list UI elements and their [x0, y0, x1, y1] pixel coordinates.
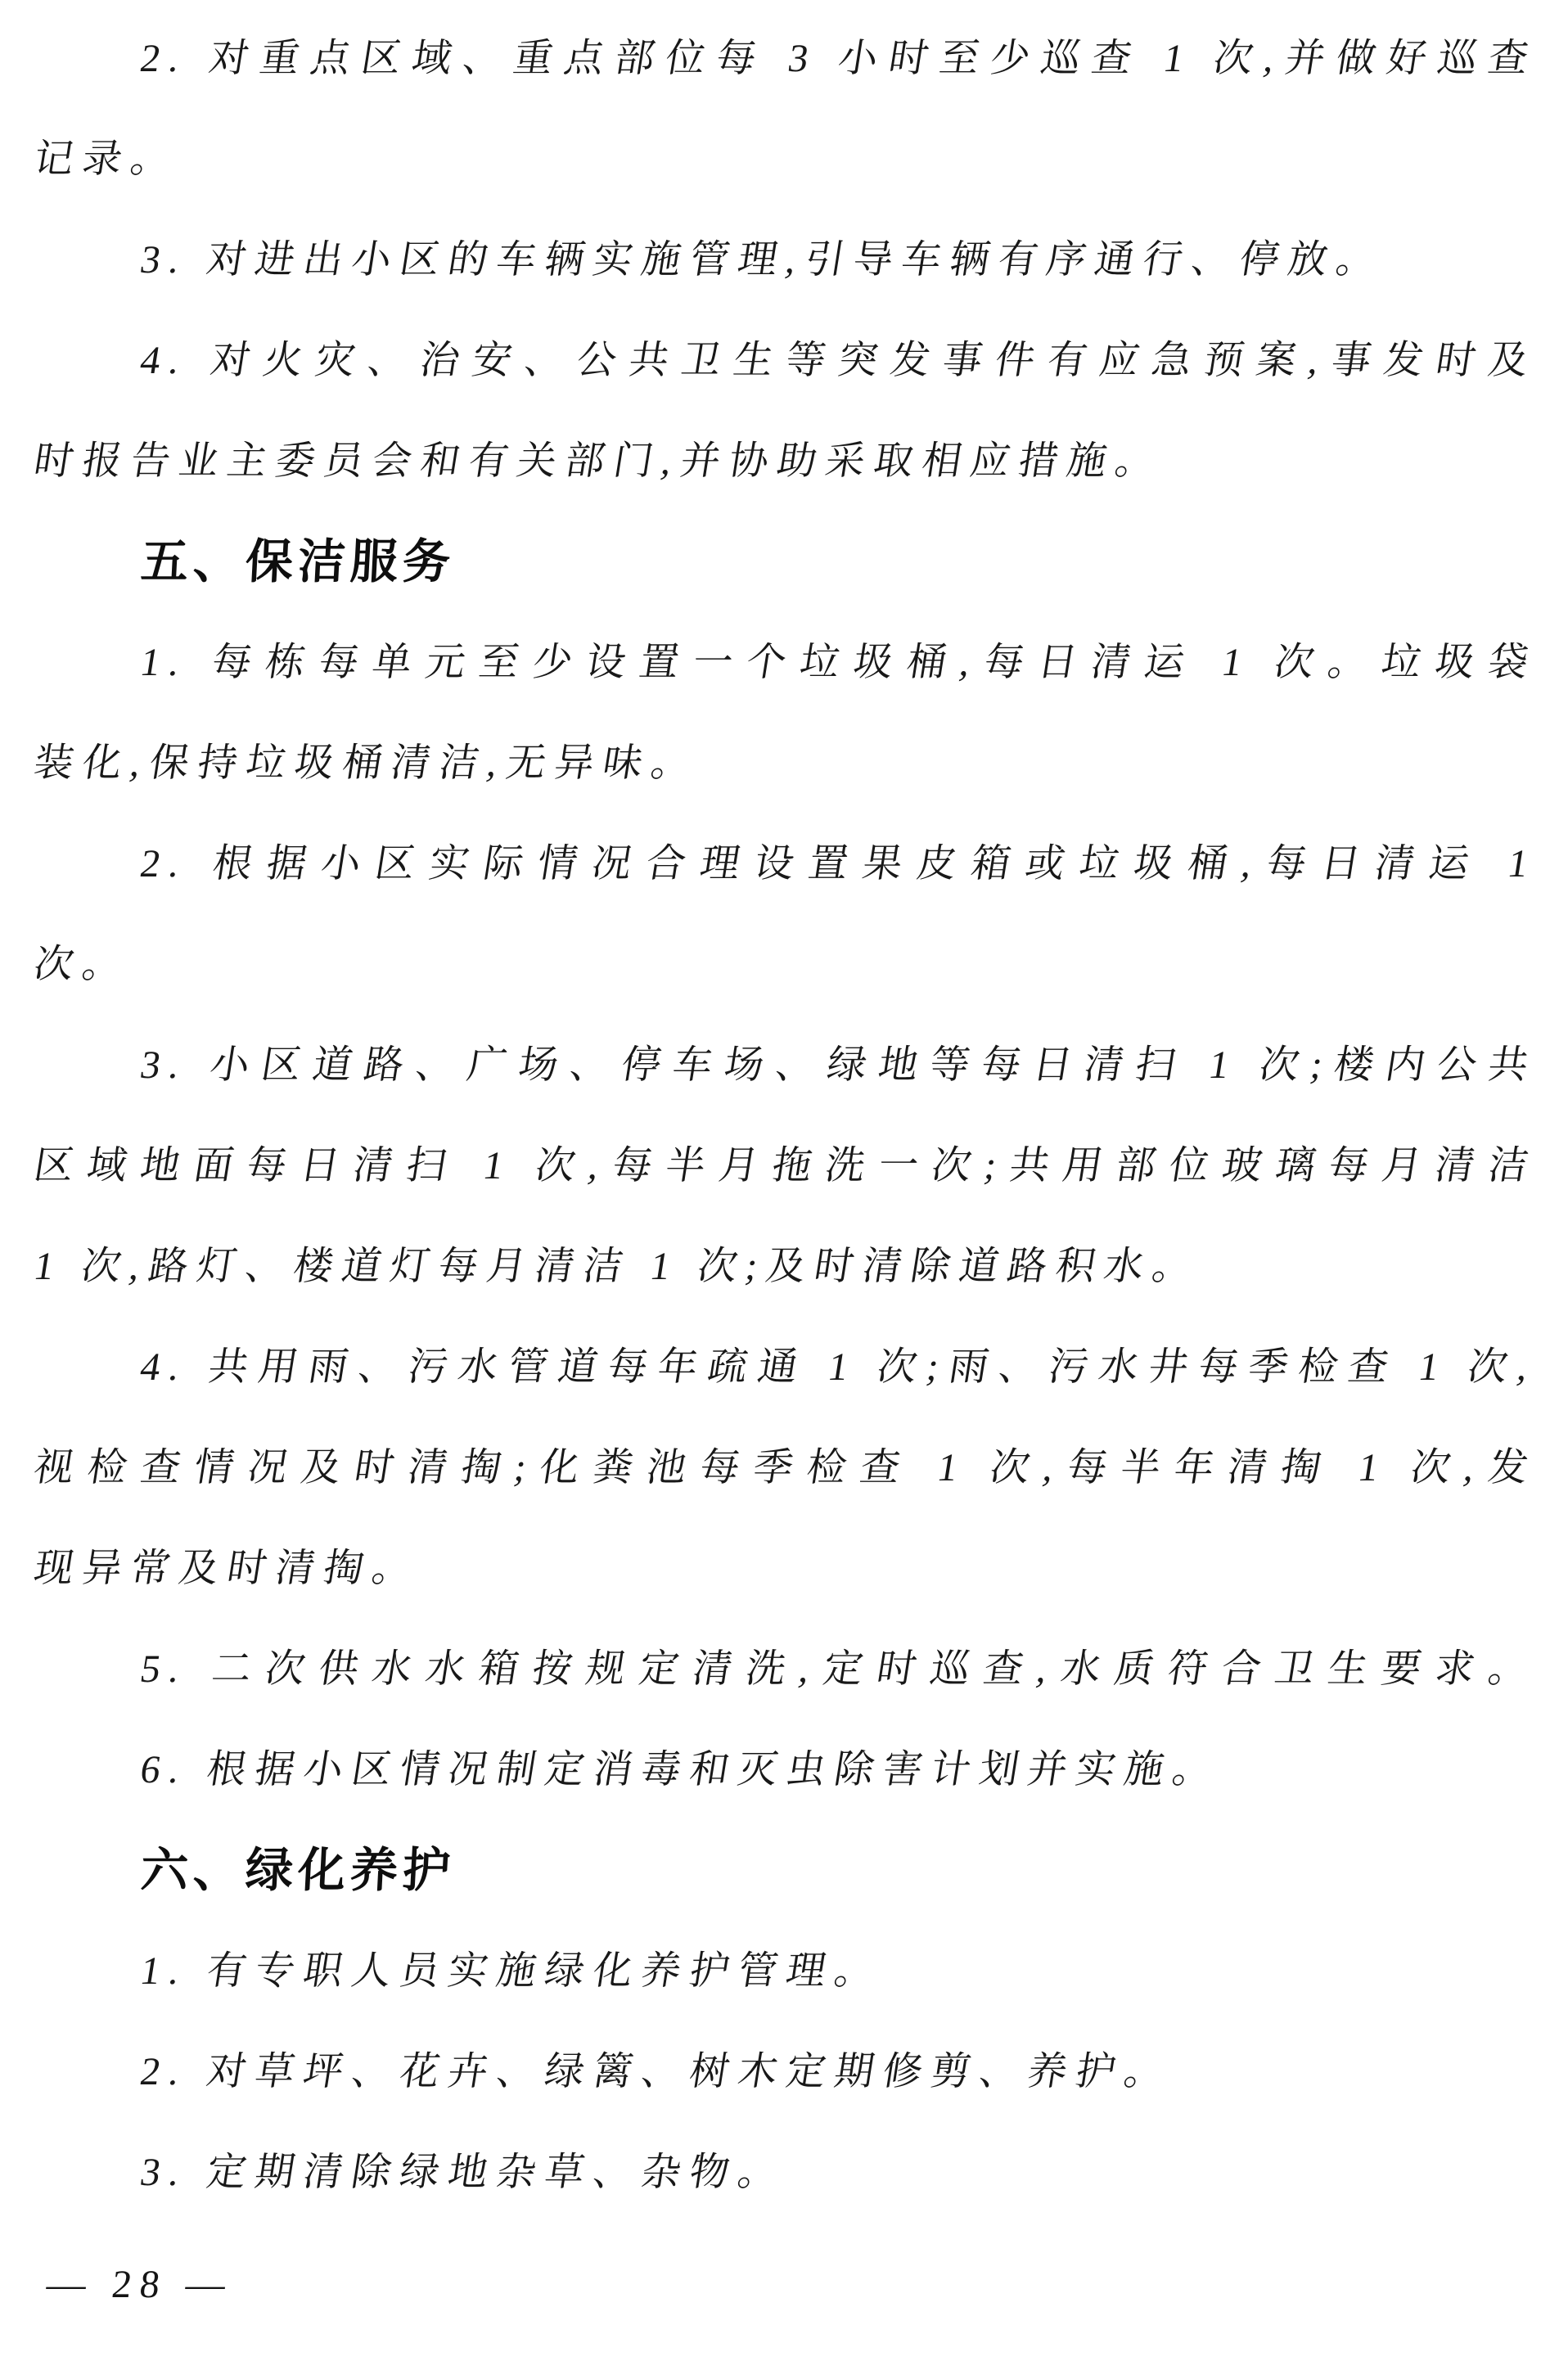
text-line: 4. 对火灾、治安、公共卫生等突发事件有应急预案,事发时及: [137, 339, 1541, 382]
section-heading: 六、绿化养护: [139, 1844, 457, 1897]
text-line: 3. 小区道路、广场、停车场、绿地等每日清扫 1 次;楼内公共: [137, 1043, 1541, 1087]
text-line: 装化,保持垃圾桶清洁,无异味。: [30, 741, 704, 785]
text-line: 2. 根据小区实际情况合理设置果皮箱或垃圾桶,每日清运 1: [137, 842, 1541, 885]
text-line: 时报告业主委员会和有关部门,并协助采取相应措施。: [30, 439, 1168, 483]
text-line: 次。: [30, 943, 135, 986]
section-heading: 五、保洁服务: [139, 535, 457, 588]
text-line: 现异常及时清掏。: [30, 1547, 425, 1590]
page-footer: [0, 2234, 1568, 2335]
text-line: 2. 对重点区域、重点部位每 3 小时至少巡查 1 次,并做好巡查: [137, 37, 1541, 80]
text-line: 区域地面每日清扫 1 次,每半月拖洗一次;共用部位玻璃每月清洁: [30, 1144, 1541, 1187]
text-line: 记录。: [30, 137, 183, 181]
page-number: — 28 —: [44, 2263, 236, 2306]
text-line: 6. 根据小区情况制定消毒和灭虫除害计划并实施。: [137, 1748, 1225, 1791]
text-line: 1 次,路灯、楼道灯每月清洁 1 次;及时清除道路积水。: [30, 1245, 1205, 1288]
text-line: 2. 对草坪、花卉、绿篱、树木定期修剪、养护。: [137, 2050, 1177, 2093]
text-line: 1. 有专职人员实施绿化养护管理。: [137, 1949, 887, 1993]
text-line: 3. 对进出小区的车辆实施管理,引导车辆有序通行、停放。: [137, 238, 1389, 282]
text-line: 3. 定期清除绿地杂草、杂物。: [137, 2151, 791, 2194]
text-line: 1. 每栋每单元至少设置一个垃圾桶,每日清运 1 次。垃圾袋: [137, 641, 1541, 684]
text-line: 5. 二次供水水箱按规定清洗,定时巡查,水质符合卫生要求。: [137, 1647, 1541, 1691]
text-line: 4. 共用雨、污水管道每年疏通 1 次;雨、污水井每季检查 1 次,: [137, 1345, 1541, 1389]
text-line: 视检查情况及时清掏;化粪池每季检查 1 次,每半年清掏 1 次,发: [30, 1446, 1541, 1489]
